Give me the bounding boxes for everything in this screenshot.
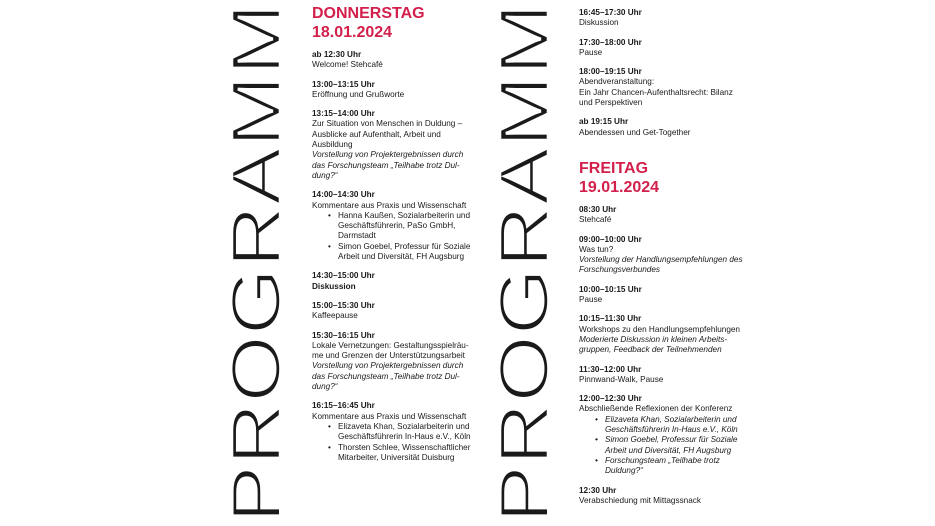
- speaker-item: [605, 415, 755, 436]
- speaker-line: • Elizaveta Khan, Sozialarbeiterin und: [605, 414, 737, 424]
- speaker-line: Darmstadt: [338, 231, 376, 241]
- entry-text: Abendessen und Get-Together: [579, 127, 691, 137]
- program-entry: [579, 8, 755, 29]
- vertical-title-right-svg: [485, 0, 563, 526]
- vertical-title-left-text: PROGRAMM: [217, 103, 295, 523]
- entry-text: Pause: [579, 295, 603, 305]
- entry-text: Pause: [579, 47, 603, 57]
- program-entry: [579, 67, 755, 108]
- speaker-line: • Hanna Kaußen, Sozialarbeiterin und: [338, 210, 470, 220]
- entry-time: 17:30–18:00 Uhr: [579, 37, 642, 47]
- speaker-line: Arbeit und Diversität, FH Augsburg: [338, 252, 465, 262]
- speaker-line: Geschäftsführerin In-Haus e.V., Köln: [338, 432, 471, 442]
- entry-note: Vorstellung der Handlungsempfehlungen des: [579, 255, 743, 265]
- speaker-item: [338, 211, 488, 242]
- program-entry: [579, 117, 755, 138]
- speaker-item: [605, 435, 755, 456]
- entry-text: Abendveranstaltung:: [579, 77, 655, 87]
- speaker-item: [338, 422, 488, 443]
- entry-time: 12:00–12:30 Uhr: [579, 394, 642, 404]
- entry-text: Kommentare aus Praxis und Wissenschaft: [312, 200, 467, 210]
- entry-text: Kaffeepause: [312, 311, 358, 321]
- entry-time: 12:30 Uhr: [579, 485, 617, 495]
- vertical-title-left: [217, 0, 295, 526]
- entry-time: 08:30 Uhr: [579, 204, 617, 214]
- vertical-title-right-text: PROGRAMM: [485, 103, 563, 523]
- program-entry: [312, 271, 488, 292]
- program-entry: [579, 314, 755, 355]
- entry-note: dung?“: [312, 170, 338, 180]
- program-entry: [579, 38, 755, 59]
- vertical-title-right: [485, 0, 563, 526]
- speaker-line: • Elizaveta Khan, Sozialarbeiterin und: [338, 421, 470, 431]
- speaker-item: [338, 443, 488, 464]
- entry-text: Diskussion: [579, 18, 619, 28]
- entry-text: Workshops zu den Handlungsempfehlungen: [579, 324, 740, 334]
- entry-time: 15:30–16:15 Uhr: [312, 330, 375, 340]
- friday-date: 19.01.2024: [579, 178, 660, 196]
- speaker-line: Geschäftsführerin In-Haus e.V., Köln: [605, 425, 738, 435]
- entry-text: me und Grenzen der Unterstützungsarbeit: [312, 351, 465, 361]
- thursday-day: DONNERSTAG: [312, 5, 425, 22]
- speaker-item: [605, 456, 755, 477]
- speaker-line: Arbeit und Diversität, FH Augsburg: [605, 445, 732, 455]
- speaker-line: • Simon Goebel, Professur für Soziale: [605, 435, 738, 445]
- speaker-line: Mitarbeiter, Universität Duisburg: [338, 452, 455, 462]
- entry-time: 15:00–15:30 Uhr: [312, 300, 375, 310]
- program-entry: [312, 80, 488, 101]
- entry-note: das Forschungsteam „Teilhabe trotz Dul-: [312, 160, 460, 170]
- speaker-line: Duldung?“: [605, 466, 643, 476]
- entry-time: 14:30–15:00 Uhr: [312, 271, 375, 281]
- entry-time: 13:00–13:15 Uhr: [312, 79, 375, 89]
- thursday-column: [312, 4, 488, 472]
- program-entry: [579, 205, 755, 226]
- entry-note: gruppen, Feedback der Teilnehmenden: [579, 345, 722, 355]
- program-entry: [312, 331, 488, 393]
- entry-text: Ausbildung: [312, 140, 353, 150]
- speaker-item: [338, 242, 488, 263]
- speaker-line: Geschäftsführerin, PaSo GmbH,: [338, 221, 456, 231]
- entry-time: 10:00–10:15 Uhr: [579, 284, 642, 294]
- entry-time: 14:00–14:30 Uhr: [312, 190, 375, 200]
- program-entry: [579, 486, 755, 507]
- entry-note: Vorstellung von Projektergebnissen durch: [312, 361, 464, 371]
- entry-time: ab 12:30 Uhr: [312, 50, 362, 59]
- entry-time: 16:45–17:30 Uhr: [579, 8, 642, 17]
- entry-text: Verabschiedung mit Mittagssnack: [579, 495, 701, 505]
- speaker-list: [312, 211, 488, 262]
- entry-text: Kommentare aus Praxis und Wissenschaft: [312, 411, 467, 421]
- entry-text: Stehcafé: [579, 215, 612, 225]
- entry-time: 10:15–11:30 Uhr: [579, 314, 642, 324]
- program-entry: [312, 301, 488, 322]
- entry-text: Was tun?: [579, 244, 614, 254]
- speaker-list: [312, 422, 488, 463]
- entry-note: Vorstellung von Projektergebnissen durch: [312, 150, 464, 160]
- entry-time: 09:00–10:00 Uhr: [579, 234, 642, 244]
- speaker-line: • Simon Goebel, Professur für Soziale: [338, 241, 471, 251]
- entry-text: Pinnwand-Walk, Pause: [579, 374, 664, 384]
- entry-time: ab 19:15 Uhr: [579, 117, 629, 127]
- program-entry: [312, 190, 488, 262]
- friday-day: FREITAG: [579, 159, 649, 177]
- speaker-line: • Thorsten Schlee, Wissenschaftlicher: [338, 442, 471, 452]
- program-entry: [579, 365, 755, 386]
- program-entry: [312, 401, 488, 463]
- entry-time: 11:30–12:00 Uhr: [579, 364, 642, 374]
- entry-time: 18:00–19:15 Uhr: [579, 67, 642, 77]
- entry-time: 13:15–14:00 Uhr: [312, 109, 375, 119]
- entry-text: und Perspektiven: [579, 98, 643, 108]
- thursday-date: 18.01.2024: [312, 24, 393, 41]
- entry-text: Ausblicke auf Aufenthalt, Arbeit und: [312, 129, 441, 139]
- vertical-title-left-svg: [217, 0, 295, 526]
- program-entry: [579, 394, 755, 476]
- entry-text: Abschließende Reflexionen der Konferenz: [579, 404, 733, 414]
- entry-time: 16:15–16:45 Uhr: [312, 401, 375, 411]
- speaker-list: [579, 415, 755, 477]
- entry-text: Zur Situation von Menschen in Duldung –: [312, 119, 463, 129]
- speaker-line: • Forschungsteam „Teilhabe trotz: [605, 455, 720, 465]
- entry-text: Eröffnung und Grußworte: [312, 89, 405, 99]
- program-entry: [579, 235, 755, 276]
- program-entry: [579, 285, 755, 306]
- program-entry: [312, 50, 488, 71]
- entry-note: dung?“: [312, 382, 338, 392]
- entry-note: Forschungsverbundes: [579, 265, 661, 275]
- entry-note: Moderierte Diskussion in kleinen Arbeits-: [579, 334, 728, 344]
- entry-text: Ein Jahr Chancen-Aufenthaltsrecht: Bilanz: [579, 87, 733, 97]
- entry-note: das Forschungsteam „Teilhabe trotz Dul-: [312, 371, 460, 381]
- program-entry: [312, 109, 488, 181]
- friday-column: [579, 8, 755, 515]
- entry-text: Welcome! Stehcafé: [312, 60, 383, 70]
- entry-text: Diskussion: [312, 281, 356, 291]
- entry-text: Lokale Vernetzungen: Gestaltungsspielräu-: [312, 340, 469, 350]
